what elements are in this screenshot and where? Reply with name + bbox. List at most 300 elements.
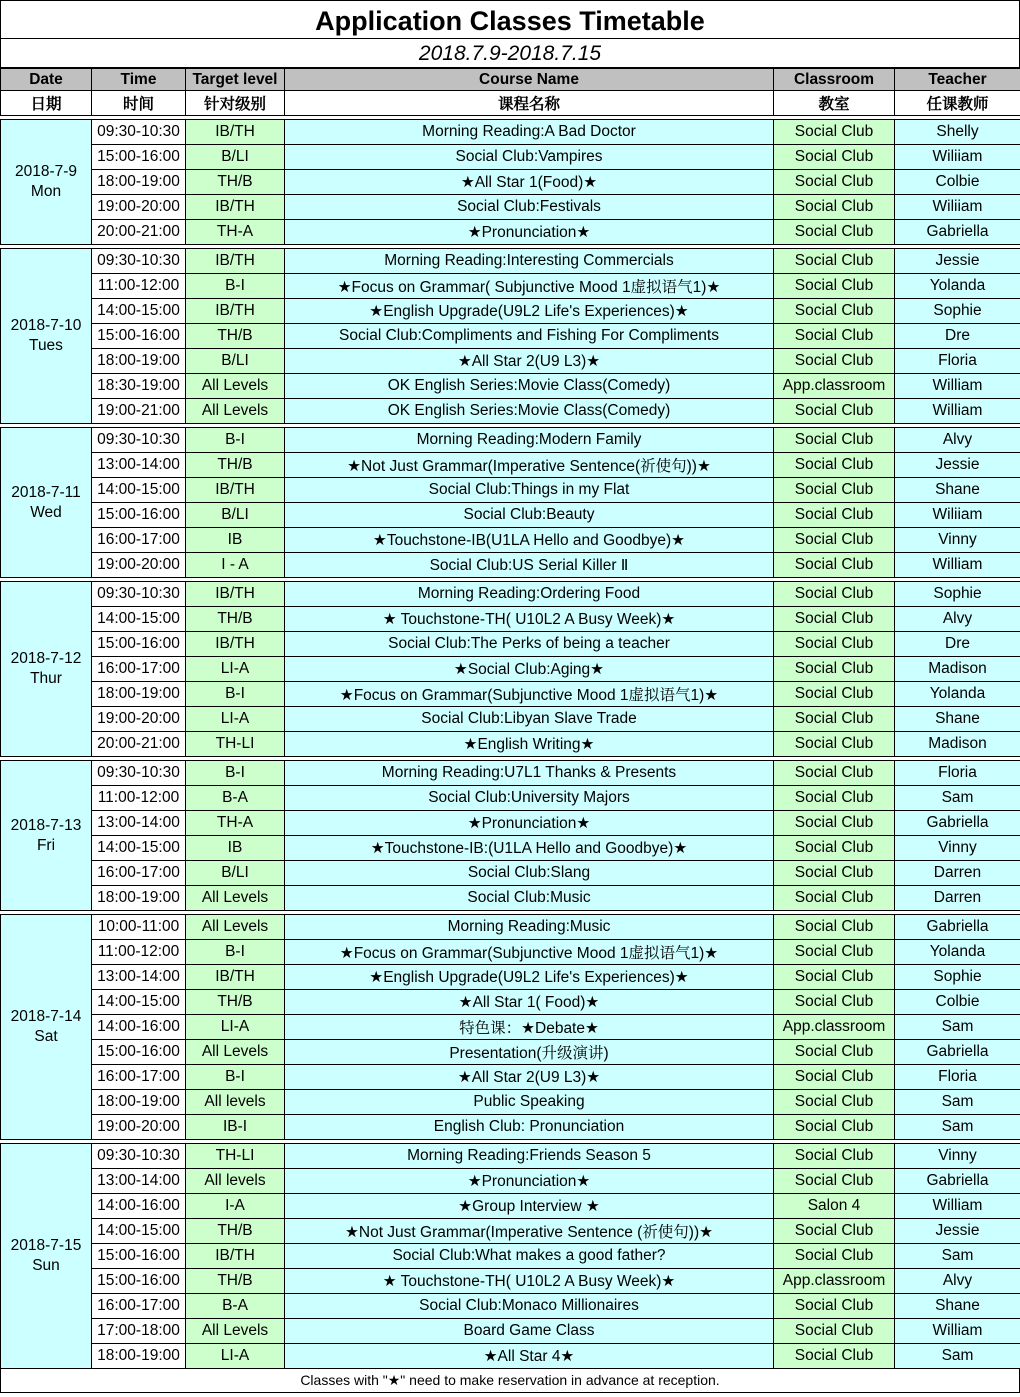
teacher-cell: Shane bbox=[895, 1294, 1020, 1319]
table-row bbox=[1, 249, 1020, 274]
teacher-cell: William bbox=[895, 399, 1020, 424]
time-cell: 15:00-16:00 bbox=[92, 324, 186, 349]
weekday-value: Wed bbox=[30, 503, 62, 521]
weekday-value: Mon bbox=[30, 183, 62, 200]
course-cell: Presentation(升级演讲) bbox=[285, 1040, 774, 1065]
teacher-cell: Floria bbox=[895, 761, 1020, 786]
classroom-cell: Social Club bbox=[774, 915, 895, 940]
classroom-cell: Salon 4 bbox=[774, 1194, 895, 1219]
course-cell: ★Pronunciation★ bbox=[285, 811, 774, 836]
classroom-cell: Social Club bbox=[774, 761, 895, 786]
date-cell bbox=[1, 915, 92, 1140]
timetable bbox=[0, 68, 1020, 1369]
classroom-cell: Social Club bbox=[774, 1219, 895, 1244]
classroom-cell: Social Club bbox=[774, 249, 895, 274]
classroom-cell: Social Club bbox=[774, 453, 895, 478]
table-row bbox=[1, 732, 1020, 757]
level-cell: All Levels bbox=[186, 399, 285, 424]
date-value: 2018-7-11 bbox=[11, 483, 81, 501]
time-cell: 14:00-15:00 bbox=[92, 478, 186, 503]
header-date-cn: 日期 bbox=[1, 91, 92, 116]
classroom-cell: Social Club bbox=[774, 145, 895, 170]
level-cell: I-A bbox=[186, 1194, 285, 1219]
teacher-cell: Vinny bbox=[895, 836, 1020, 861]
time-cell: 18:00-19:00 bbox=[92, 1344, 186, 1369]
course-cell: Social Club:University Majors bbox=[285, 786, 774, 811]
level-cell: IB/TH bbox=[186, 299, 285, 324]
course-cell: Social Club:What makes a good father? bbox=[285, 1244, 774, 1269]
date-range: 2018.7.9-2018.7.15 bbox=[0, 38, 1020, 68]
course-cell: ★Focus on Grammar(Subjunctive Mood 1虚拟语气1)★ bbox=[285, 940, 774, 965]
classroom-cell: App.classroom bbox=[774, 374, 895, 399]
table-row bbox=[1, 915, 1020, 940]
time-cell: 09:30-10:30 bbox=[92, 761, 186, 786]
course-cell: ★Focus on Grammar( Subjunctive Mood 1虚拟语气1)★ bbox=[285, 274, 774, 299]
classroom-cell: Social Club bbox=[774, 940, 895, 965]
teacher-cell: Darren bbox=[895, 861, 1020, 886]
course-cell: ★All Star 2(U9 L3)★ bbox=[285, 1065, 774, 1090]
classroom-cell: Social Club bbox=[774, 553, 895, 578]
date-cell bbox=[1, 582, 92, 757]
time-cell: 19:00-20:00 bbox=[92, 707, 186, 732]
weekday-value: Sat bbox=[34, 1028, 58, 1045]
level-cell: B-I bbox=[186, 940, 285, 965]
teacher-cell: Colbie bbox=[895, 990, 1020, 1015]
course-cell: Social Club:Beauty bbox=[285, 503, 774, 528]
course-cell: Morning Reading:Interesting Commercials bbox=[285, 249, 774, 274]
classroom-cell: Social Club bbox=[774, 682, 895, 707]
level-cell: IB/TH bbox=[186, 582, 285, 607]
header-target-level: Target level bbox=[186, 69, 285, 91]
teacher-cell: Gabriella bbox=[895, 1169, 1020, 1194]
teacher-cell: Jessie bbox=[895, 1219, 1020, 1244]
teacher-cell: Madison bbox=[895, 732, 1020, 757]
table-row bbox=[1, 761, 1020, 786]
course-cell: OK English Series:Movie Class(Comedy) bbox=[285, 374, 774, 399]
level-cell: All Levels bbox=[186, 1319, 285, 1344]
level-cell: IB/TH bbox=[186, 478, 285, 503]
teacher-cell: Vinny bbox=[895, 528, 1020, 553]
teacher-cell: Alvy bbox=[895, 428, 1020, 453]
classroom-cell: Social Club bbox=[774, 1319, 895, 1344]
table-row bbox=[1, 1244, 1020, 1269]
classroom-cell: Social Club bbox=[774, 220, 895, 245]
table-row bbox=[1, 1269, 1020, 1294]
time-cell: 15:00-16:00 bbox=[92, 503, 186, 528]
page-title: Application Classes Timetable bbox=[0, 0, 1020, 38]
table-row bbox=[1, 220, 1020, 245]
teacher-cell: Sam bbox=[895, 1344, 1020, 1369]
weekday-value: Thur bbox=[30, 670, 62, 687]
table-row bbox=[1, 682, 1020, 707]
weekday-value: Sun bbox=[32, 1257, 60, 1274]
table-row bbox=[1, 886, 1020, 911]
course-cell: Morning Reading:Modern Family bbox=[285, 428, 774, 453]
course-cell: Social Club:Monaco Millionaires bbox=[285, 1294, 774, 1319]
time-cell: 14:00-15:00 bbox=[92, 990, 186, 1015]
level-cell: I - A bbox=[186, 553, 285, 578]
level-cell: B/LI bbox=[186, 349, 285, 374]
table-row bbox=[1, 195, 1020, 220]
date-value: 2018-7-10 bbox=[10, 317, 82, 334]
classroom-cell: Social Club bbox=[774, 478, 895, 503]
course-cell: ★English Upgrade(U9L2 Life's Experiences)★ bbox=[285, 299, 774, 324]
teacher-cell: Madison bbox=[895, 657, 1020, 682]
course-cell: ★Not Just Grammar(Imperative Sentence (祈使句))★ bbox=[285, 1219, 774, 1244]
time-cell: 13:00-14:00 bbox=[92, 453, 186, 478]
course-cell: ★All Star 1( Food)★ bbox=[285, 990, 774, 1015]
course-cell: OK English Series:Movie Class(Comedy) bbox=[285, 399, 774, 424]
level-cell: TH-LI bbox=[186, 732, 285, 757]
teacher-cell: Gabriella bbox=[895, 915, 1020, 940]
header-teacher-cn: 任课教师 bbox=[895, 91, 1020, 116]
teacher-cell: Yolanda bbox=[895, 682, 1020, 707]
level-cell: TH/B bbox=[186, 170, 285, 195]
header-date: Date bbox=[1, 69, 92, 91]
teacher-cell: Floria bbox=[895, 349, 1020, 374]
table-row bbox=[1, 707, 1020, 732]
classroom-cell: Social Club bbox=[774, 349, 895, 374]
time-cell: 16:00-17:00 bbox=[92, 861, 186, 886]
course-cell: ★English Writing★ bbox=[285, 732, 774, 757]
classroom-cell: Social Club bbox=[774, 528, 895, 553]
classroom-cell: Social Club bbox=[774, 399, 895, 424]
course-cell: ★Social Club:Aging★ bbox=[285, 657, 774, 682]
classroom-cell: App.classroom bbox=[774, 1269, 895, 1294]
table-row bbox=[1, 657, 1020, 682]
teacher-cell: Darren bbox=[895, 886, 1020, 911]
time-cell: 18:30-19:00 bbox=[92, 374, 186, 399]
table-row bbox=[1, 861, 1020, 886]
teacher-cell: Shane bbox=[895, 707, 1020, 732]
course-cell: ★English Upgrade(U9L2 Life's Experiences)★ bbox=[285, 965, 774, 990]
classroom-cell: Social Club bbox=[774, 732, 895, 757]
date-value: 2018-7-9 bbox=[14, 163, 78, 180]
time-cell: 09:30-10:30 bbox=[92, 582, 186, 607]
table-row bbox=[1, 428, 1020, 453]
table-row bbox=[1, 374, 1020, 399]
time-cell: 19:00-20:00 bbox=[92, 195, 186, 220]
level-cell: LI-A bbox=[186, 1015, 285, 1040]
time-cell: 19:00-20:00 bbox=[92, 553, 186, 578]
header-time: Time bbox=[92, 69, 186, 91]
classroom-cell: Social Club bbox=[774, 811, 895, 836]
classroom-cell: App.classroom bbox=[774, 1015, 895, 1040]
level-cell: IB/TH bbox=[186, 120, 285, 145]
table-row bbox=[1, 1015, 1020, 1040]
table-row bbox=[1, 836, 1020, 861]
time-cell: 11:00-12:00 bbox=[92, 274, 186, 299]
date-cell bbox=[1, 428, 92, 578]
level-cell: All Levels bbox=[186, 1040, 285, 1065]
time-cell: 15:00-16:00 bbox=[92, 632, 186, 657]
time-cell: 14:00-15:00 bbox=[92, 607, 186, 632]
date-cell bbox=[1, 249, 92, 424]
time-cell: 18:00-19:00 bbox=[92, 886, 186, 911]
course-cell: Morning Reading:Music bbox=[285, 915, 774, 940]
teacher-cell: Yolanda bbox=[895, 940, 1020, 965]
table-row bbox=[1, 940, 1020, 965]
classroom-cell: Social Club bbox=[774, 632, 895, 657]
table-row bbox=[1, 1194, 1020, 1219]
course-cell: Social Club:Things in my Flat bbox=[285, 478, 774, 503]
table-row bbox=[1, 1219, 1020, 1244]
course-cell: ★Not Just Grammar(Imperative Sentence(祈使句))★ bbox=[285, 453, 774, 478]
level-cell: IB bbox=[186, 836, 285, 861]
time-cell: 10:00-11:00 bbox=[92, 915, 186, 940]
table-row bbox=[1, 399, 1020, 424]
date-cell bbox=[1, 120, 92, 245]
course-cell: ★ Touchstone-TH( U10L2 A Busy Week)★ bbox=[285, 1269, 774, 1294]
teacher-cell: Jessie bbox=[895, 249, 1020, 274]
time-cell: 18:00-19:00 bbox=[92, 170, 186, 195]
course-cell: Social Club:US Serial Killer Ⅱ bbox=[285, 553, 774, 578]
classroom-cell: Social Club bbox=[774, 1090, 895, 1115]
time-cell: 11:00-12:00 bbox=[92, 940, 186, 965]
teacher-cell: Wiliiam bbox=[895, 195, 1020, 220]
classroom-cell: Social Club bbox=[774, 299, 895, 324]
time-cell: 17:00-18:00 bbox=[92, 1319, 186, 1344]
course-cell: Social Club:Festivals bbox=[285, 195, 774, 220]
teacher-cell: Floria bbox=[895, 1065, 1020, 1090]
course-cell: Social Club:Compliments and Fishing For Compliments bbox=[285, 324, 774, 349]
course-cell: Morning Reading:Friends Season 5 bbox=[285, 1144, 774, 1169]
table-row bbox=[1, 528, 1020, 553]
date-cell bbox=[1, 761, 92, 911]
level-cell: B/LI bbox=[186, 145, 285, 170]
time-cell: 13:00-14:00 bbox=[92, 1169, 186, 1194]
classroom-cell: Social Club bbox=[774, 886, 895, 911]
classroom-cell: Social Club bbox=[774, 990, 895, 1015]
level-cell: LI-A bbox=[186, 657, 285, 682]
level-cell: B/LI bbox=[186, 503, 285, 528]
teacher-cell: Wiliiam bbox=[895, 145, 1020, 170]
level-cell: All levels bbox=[186, 1169, 285, 1194]
level-cell: B-I bbox=[186, 1065, 285, 1090]
time-cell: 16:00-17:00 bbox=[92, 1065, 186, 1090]
time-cell: 16:00-17:00 bbox=[92, 657, 186, 682]
teacher-cell: Gabriella bbox=[895, 220, 1020, 245]
table-row bbox=[1, 170, 1020, 195]
classroom-cell: Social Club bbox=[774, 786, 895, 811]
teacher-cell: Sam bbox=[895, 1015, 1020, 1040]
level-cell: All Levels bbox=[186, 886, 285, 911]
teacher-cell: Sophie bbox=[895, 582, 1020, 607]
teacher-cell: Sam bbox=[895, 786, 1020, 811]
teacher-cell: Alvy bbox=[895, 607, 1020, 632]
teacher-cell: William bbox=[895, 553, 1020, 578]
table-row bbox=[1, 349, 1020, 374]
table-row bbox=[1, 582, 1020, 607]
time-cell: 15:00-16:00 bbox=[92, 1269, 186, 1294]
teacher-cell: Sam bbox=[895, 1115, 1020, 1140]
time-cell: 20:00-21:00 bbox=[92, 220, 186, 245]
course-cell: Social Club:The Perks of being a teacher bbox=[285, 632, 774, 657]
course-cell: Board Game Class bbox=[285, 1319, 774, 1344]
course-cell: 特色课：★Debate★ bbox=[285, 1015, 774, 1040]
header-course-name-cn: 课程名称 bbox=[285, 91, 774, 116]
time-cell: 09:30-10:30 bbox=[92, 1144, 186, 1169]
level-cell: TH/B bbox=[186, 1269, 285, 1294]
level-cell: All levels bbox=[186, 1090, 285, 1115]
table-row bbox=[1, 274, 1020, 299]
classroom-cell: Social Club bbox=[774, 582, 895, 607]
course-cell: ★ Touchstone-TH( U10L2 A Busy Week)★ bbox=[285, 607, 774, 632]
time-cell: 15:00-16:00 bbox=[92, 145, 186, 170]
time-cell: 18:00-19:00 bbox=[92, 1090, 186, 1115]
level-cell: B-I bbox=[186, 274, 285, 299]
time-cell: 19:00-21:00 bbox=[92, 399, 186, 424]
teacher-cell: Yolanda bbox=[895, 274, 1020, 299]
level-cell: IB-I bbox=[186, 1115, 285, 1140]
header-classroom: Classroom bbox=[774, 69, 895, 91]
table-row bbox=[1, 478, 1020, 503]
time-cell: 16:00-17:00 bbox=[92, 528, 186, 553]
level-cell: B-I bbox=[186, 761, 285, 786]
table-row bbox=[1, 990, 1020, 1015]
classroom-cell: Social Club bbox=[774, 707, 895, 732]
time-cell: 09:30-10:30 bbox=[92, 120, 186, 145]
time-cell: 15:00-16:00 bbox=[92, 1040, 186, 1065]
teacher-cell: Sam bbox=[895, 1244, 1020, 1269]
level-cell: All Levels bbox=[186, 374, 285, 399]
time-cell: 18:00-19:00 bbox=[92, 682, 186, 707]
level-cell: IB/TH bbox=[186, 1244, 285, 1269]
classroom-cell: Social Club bbox=[774, 1169, 895, 1194]
level-cell: B/LI bbox=[186, 861, 285, 886]
time-cell: 18:00-19:00 bbox=[92, 349, 186, 374]
course-cell: ★Touchstone-IB(U1LA Hello and Goodbye)★ bbox=[285, 528, 774, 553]
level-cell: B-A bbox=[186, 1294, 285, 1319]
course-cell: Morning Reading:Ordering Food bbox=[285, 582, 774, 607]
course-cell: Social Club:Music bbox=[285, 886, 774, 911]
time-cell: 14:00-16:00 bbox=[92, 1194, 186, 1219]
level-cell: IB/TH bbox=[186, 249, 285, 274]
table-row bbox=[1, 1344, 1020, 1369]
level-cell: TH-A bbox=[186, 811, 285, 836]
teacher-cell: Dre bbox=[895, 324, 1020, 349]
table-row bbox=[1, 1144, 1020, 1169]
level-cell: All Levels bbox=[186, 915, 285, 940]
table-row bbox=[1, 503, 1020, 528]
level-cell: IB/TH bbox=[186, 195, 285, 220]
weekday-value: Fri bbox=[36, 836, 56, 854]
table-row bbox=[1, 965, 1020, 990]
teacher-cell: Wiliiam bbox=[895, 503, 1020, 528]
time-cell: 11:00-12:00 bbox=[92, 786, 186, 811]
table-row bbox=[1, 1294, 1020, 1319]
header-row-chinese bbox=[1, 91, 1020, 116]
course-cell: Social Club:Libyan Slave Trade bbox=[285, 707, 774, 732]
table-row bbox=[1, 453, 1020, 478]
date-value: 2018-7-13 bbox=[10, 816, 82, 834]
level-cell: B-I bbox=[186, 428, 285, 453]
level-cell: IB bbox=[186, 528, 285, 553]
course-cell: Social Club:Slang bbox=[285, 861, 774, 886]
time-cell: 14:00-15:00 bbox=[92, 299, 186, 324]
classroom-cell: Social Club bbox=[774, 965, 895, 990]
classroom-cell: Social Club bbox=[774, 1065, 895, 1090]
header-teacher: Teacher bbox=[895, 69, 1020, 91]
course-cell: Social Club:Vampires bbox=[285, 145, 774, 170]
table-row bbox=[1, 1065, 1020, 1090]
level-cell: IB/TH bbox=[186, 965, 285, 990]
classroom-cell: Social Club bbox=[774, 861, 895, 886]
teacher-cell: William bbox=[895, 374, 1020, 399]
teacher-cell: Gabriella bbox=[895, 811, 1020, 836]
footnote: Classes with "★" need to make reservation in advance at reception. bbox=[0, 1369, 1020, 1393]
course-cell: ★All Star 4★ bbox=[285, 1344, 774, 1369]
table-row bbox=[1, 786, 1020, 811]
teacher-cell: William bbox=[895, 1319, 1020, 1344]
course-cell: Morning Reading:A Bad Doctor bbox=[285, 120, 774, 145]
level-cell: B-A bbox=[186, 786, 285, 811]
course-cell: English Club: Pronunciation bbox=[285, 1115, 774, 1140]
level-cell: TH/B bbox=[186, 1219, 285, 1244]
header-classroom-cn: 教室 bbox=[774, 91, 895, 116]
table-row bbox=[1, 1169, 1020, 1194]
table-row bbox=[1, 632, 1020, 657]
classroom-cell: Social Club bbox=[774, 1294, 895, 1319]
level-cell: TH/B bbox=[186, 990, 285, 1015]
classroom-cell: Social Club bbox=[774, 607, 895, 632]
classroom-cell: Social Club bbox=[774, 1144, 895, 1169]
course-cell: Public Speaking bbox=[285, 1090, 774, 1115]
classroom-cell: Social Club bbox=[774, 1115, 895, 1140]
course-cell: Morning Reading:U7L1 Thanks & Presents bbox=[285, 761, 774, 786]
time-cell: 13:00-14:00 bbox=[92, 811, 186, 836]
header-row-english bbox=[1, 69, 1020, 91]
course-cell: ★Group Interview ★ bbox=[285, 1194, 774, 1219]
time-cell: 19:00-20:00 bbox=[92, 1115, 186, 1140]
table-row bbox=[1, 120, 1020, 145]
teacher-cell: Shelly bbox=[895, 120, 1020, 145]
classroom-cell: Social Club bbox=[774, 1244, 895, 1269]
teacher-cell: Sophie bbox=[895, 965, 1020, 990]
classroom-cell: Social Club bbox=[774, 428, 895, 453]
teacher-cell: Vinny bbox=[895, 1144, 1020, 1169]
teacher-cell: Shane bbox=[895, 478, 1020, 503]
table-row bbox=[1, 299, 1020, 324]
time-cell: 09:30-10:30 bbox=[92, 249, 186, 274]
time-cell: 14:00-16:00 bbox=[92, 1015, 186, 1040]
classroom-cell: Social Club bbox=[774, 120, 895, 145]
table-row bbox=[1, 607, 1020, 632]
classroom-cell: Social Club bbox=[774, 195, 895, 220]
time-cell: 20:00-21:00 bbox=[92, 732, 186, 757]
table-row bbox=[1, 324, 1020, 349]
table-row bbox=[1, 811, 1020, 836]
classroom-cell: Social Club bbox=[774, 503, 895, 528]
course-cell: ★Touchstone-IB:(U1LA Hello and Goodbye)★ bbox=[285, 836, 774, 861]
header-target-level-cn: 针对级别 bbox=[186, 91, 285, 116]
level-cell: TH-LI bbox=[186, 1144, 285, 1169]
course-cell: ★All Star 1(Food)★ bbox=[285, 170, 774, 195]
time-cell: 09:30-10:30 bbox=[92, 428, 186, 453]
classroom-cell: Social Club bbox=[774, 1344, 895, 1369]
table-row bbox=[1, 553, 1020, 578]
course-cell: ★Focus on Grammar(Subjunctive Mood 1虚拟语气1)★ bbox=[285, 682, 774, 707]
teacher-cell: William bbox=[895, 1194, 1020, 1219]
teacher-cell: Sam bbox=[895, 1090, 1020, 1115]
date-cell bbox=[1, 1144, 92, 1369]
level-cell: TH/B bbox=[186, 324, 285, 349]
level-cell: TH/B bbox=[186, 607, 285, 632]
level-cell: TH-A bbox=[186, 220, 285, 245]
classroom-cell: Social Club bbox=[774, 324, 895, 349]
header-time-cn: 时间 bbox=[92, 91, 186, 116]
level-cell: LI-A bbox=[186, 707, 285, 732]
